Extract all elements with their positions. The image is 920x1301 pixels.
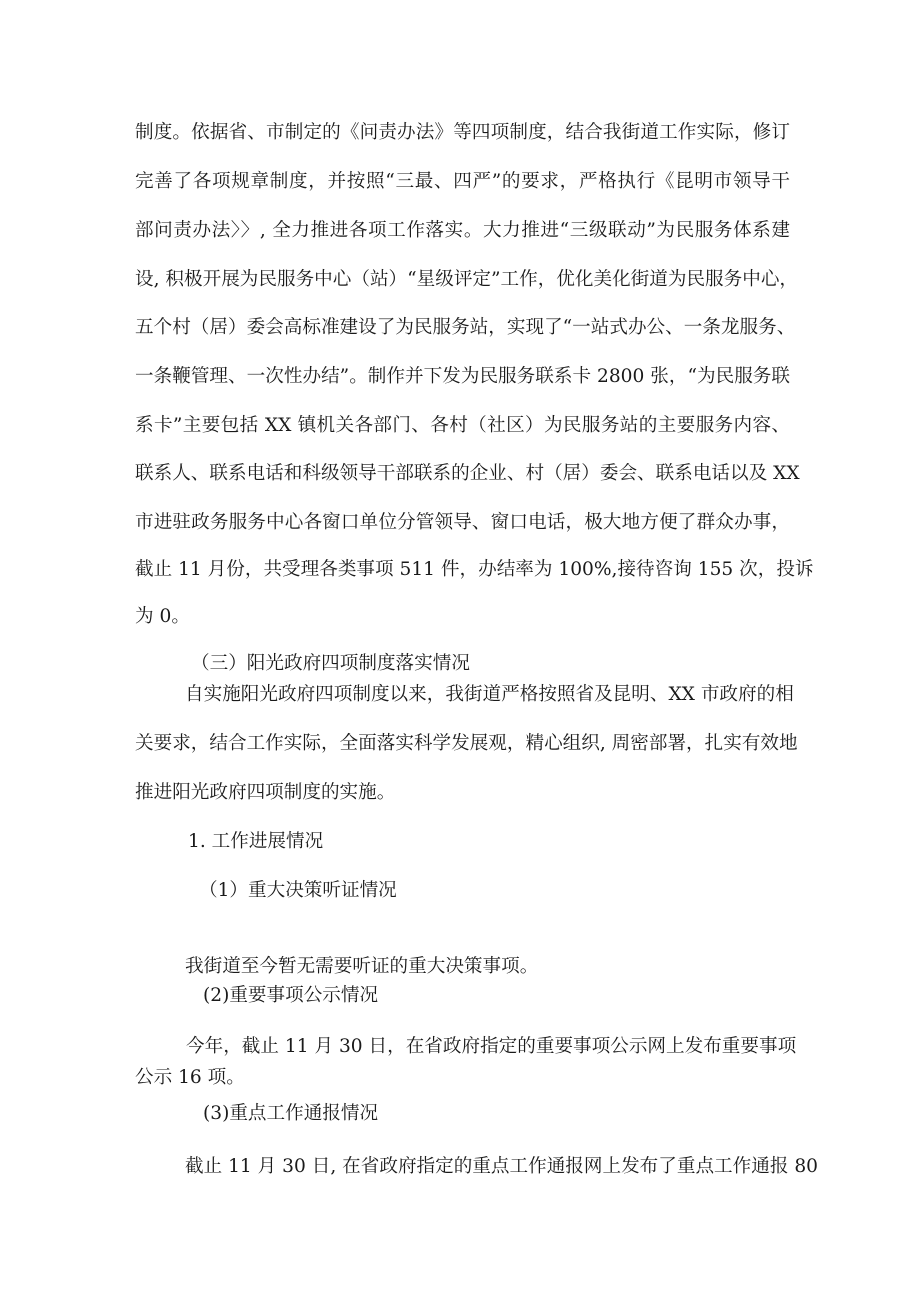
paragraph-line: 推进阳光政府四项制度的实施。 [135,782,396,803]
paragraph-line: 市进驻政务服务中心各窗口单位分管领导、窗口电话，极大地方便了群众办事， [135,512,790,533]
paragraph-line: 部问责办法〉〉, 全力推进各项工作落实。大力推进“三级联动”为民服务体系建 [135,220,790,241]
paragraph-line: 五个村（居）委会高标准建设了为民服务站，实现了“一站式办公、一条龙服务、 [135,317,796,338]
item-heading: （1）重大决策听证情况 [199,880,397,901]
paragraph-line: 制度。依据省、市制定的《问责办法》等四项制度，结合我街道工作实际，修订 [135,122,790,143]
item-text: 我街道至今暂无需要听证的重大决策事项。 [185,956,539,977]
paragraph-line: 自实施阳光政府四项制度以来，我街道严格按照省及昆明、XX 市政府的相 [185,684,794,705]
item-text: 今年，截止 11 月 30 日，在省政府指定的重要事项公示网上发布重要事项 [186,1036,797,1057]
paragraph-line: 完善了各项规章制度，并按照“三最、四严”的要求，严格执行《昆明市领导干 [135,171,790,192]
paragraph-line: 一条鞭管理、一次性办结”。制作并下发为民服务联系卡 2800 张，“为民服务联 [135,366,790,387]
item-text: 公示 16 项。 [135,1067,245,1088]
paragraph-line: 系卡”主要包括 XX 镇机关各部门、各村（社区）为民服务站的主要服务内容、 [135,415,790,436]
item-text: 截止 11 月 30 日, 在省政府指定的重点工作通报网上发布了重点工作通报 80 [185,1156,818,1177]
paragraph-line: 截止 11 月份，共受理各类事项 511 件，办结率为 100%,接待咨询 155 次，投诉 [135,559,814,580]
item-heading: (3)重点工作通报情况 [203,1103,379,1124]
item-heading: (2)重要事项公示情况 [203,985,379,1006]
paragraph-line: 为 0。 [135,606,190,627]
subsection-heading: 1. 工作进展情况 [188,831,324,852]
section-heading: （三）阳光政府四项制度落实情况 [191,653,470,674]
paragraph-line: 联系人、联系电话和科级领导干部联系的企业、村（居）委会、联系电话以及 XX [135,463,800,484]
paragraph-line: 关要求，结合工作实际，全面落实科学发展观，精心组织, 周密部署，扎实有效地 [135,733,798,754]
paragraph-line: 设, 积极开展为民服务中心（站）“星级评定”工作，优化美化街道为民服务中心， [135,269,799,290]
